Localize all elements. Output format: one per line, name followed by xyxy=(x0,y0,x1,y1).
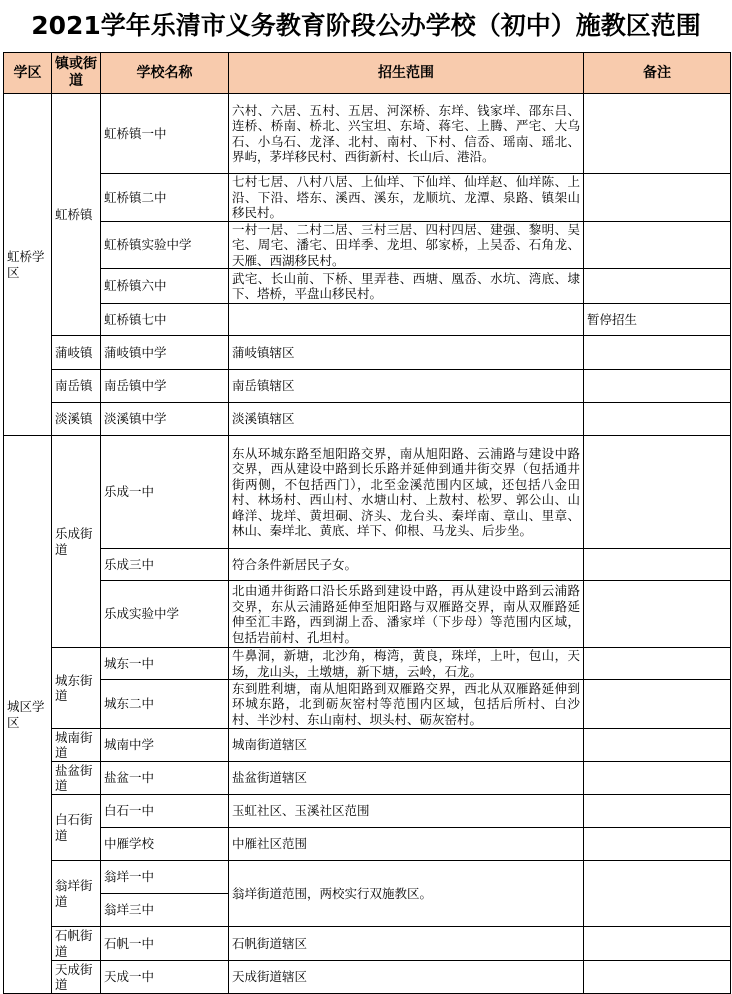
table-row xyxy=(4,304,731,336)
header-zone: 学区 xyxy=(4,53,52,94)
town-cell: 天成街道 xyxy=(52,961,101,994)
scope-cell: 淡溪镇辖区 xyxy=(229,403,584,436)
school-cell: 城东二中 xyxy=(101,680,229,729)
note-cell xyxy=(584,680,731,729)
town-cell: 蒲岐镇 xyxy=(52,336,101,370)
table-row xyxy=(4,549,731,581)
scope-cell: 盐盆街道辖区 xyxy=(229,762,584,795)
school-cell: 城南中学 xyxy=(101,729,229,762)
town-cell: 南岳镇 xyxy=(52,370,101,403)
note-cell: 暂停招生 xyxy=(584,304,731,336)
table-row xyxy=(4,403,731,436)
scope-cell: 符合条件新居民子女。 xyxy=(229,549,584,581)
note-cell xyxy=(584,174,731,222)
school-cell: 城东一中 xyxy=(101,648,229,680)
note-cell xyxy=(584,581,731,648)
note-cell xyxy=(584,861,731,927)
scope-cell: 东到胜利塘，南从旭阳路到双雁路交界，西北从双雁路延伸到环城东路，北到砺灰窑村等范围内区域，包括后所村、白沙村、半沙村、东山南村、坝头村、砺灰窑村。 xyxy=(229,680,584,729)
note-cell xyxy=(584,94,731,174)
school-cell: 白石一中 xyxy=(101,795,229,828)
scope-cell: 六村、六居、五村、五居、河深桥、东垟、钱家垟、邵东吕、连桥、桥南、桥北、兴宝坦、东埼、蒋宅、上腾、严宅、大乌石、小乌石、龙泽、北村、南村、下村、信岙、瑶南、瑶北、界屿，茅垟移民村、西街新村、长山后、港沿。 xyxy=(229,94,584,174)
table-row xyxy=(4,174,731,222)
note-cell xyxy=(584,436,731,549)
table-row xyxy=(4,370,731,403)
header-row xyxy=(4,53,731,94)
note-cell xyxy=(584,403,731,436)
note-cell xyxy=(584,221,731,269)
scope-cell: 翁垟街道范围，两校实行双施教区。 xyxy=(229,861,584,927)
scope-cell: 一村一居、二村二居、三村三居、四村四居、建强、黎明、吴宅、周宅、潘宅、田垟季、龙坦、邬家桥，上吴岙、石角龙、天雁、西湖移民村。 xyxy=(229,221,584,269)
scope-cell xyxy=(229,304,584,336)
table-row xyxy=(4,729,731,762)
town-cell: 盐盆街道 xyxy=(52,762,101,795)
school-cell: 虹桥镇六中 xyxy=(101,269,229,304)
school-cell: 蒲岐镇中学 xyxy=(101,336,229,370)
school-cell: 虹桥镇一中 xyxy=(101,94,229,174)
note-cell xyxy=(584,648,731,680)
school-cell: 中雁学校 xyxy=(101,828,229,861)
table-row xyxy=(4,680,731,729)
school-cell: 淡溪镇中学 xyxy=(101,403,229,436)
table-row xyxy=(4,336,731,370)
scope-cell: 牛鼻洞，新塘，北沙角，梅湾，黄良，珠垟，上叶，包山，天场，龙山头，土墩塘，新下塘，云岭，石龙。 xyxy=(229,648,584,680)
town-cell: 乐成街道 xyxy=(52,436,101,648)
school-cell: 天成一中 xyxy=(101,961,229,994)
town-cell: 淡溪镇 xyxy=(52,403,101,436)
table-row xyxy=(4,762,731,795)
school-cell: 盐盆一中 xyxy=(101,762,229,795)
town-cell: 虹桥镇 xyxy=(52,94,101,336)
note-cell xyxy=(584,762,731,795)
header-note: 备注 xyxy=(584,53,731,94)
note-cell xyxy=(584,370,731,403)
table-row xyxy=(4,269,731,304)
town-cell: 翁垟街道 xyxy=(52,861,101,927)
school-cell: 乐成一中 xyxy=(101,436,229,549)
note-cell xyxy=(584,549,731,581)
table-row xyxy=(4,221,731,269)
header-school: 学校名称 xyxy=(101,53,229,94)
school-cell: 乐成实验中学 xyxy=(101,581,229,648)
zone-cell: 虹桥学区 xyxy=(4,94,52,436)
catchment-table xyxy=(3,52,731,994)
table-row xyxy=(4,436,731,549)
school-cell: 虹桥镇二中 xyxy=(101,174,229,222)
scope-cell: 玉虹社区、玉溪社区范围 xyxy=(229,795,584,828)
note-cell xyxy=(584,269,731,304)
scope-cell: 蒲岐镇辖区 xyxy=(229,336,584,370)
page-title: 2021学年乐清市义务教育阶段公办学校（初中）施教区范围 xyxy=(31,11,701,40)
table-row xyxy=(4,94,731,174)
school-cell: 石帆一中 xyxy=(101,927,229,961)
table-row xyxy=(4,581,731,648)
school-cell: 南岳镇中学 xyxy=(101,370,229,403)
note-cell xyxy=(584,729,731,762)
school-cell: 虹桥镇实验中学 xyxy=(101,221,229,269)
scope-cell: 七村七居、八村八居、上仙垟、下仙垟、仙垟赵、仙垟陈、上沿、下沿、塔东、溪西、溪东，龙顺坑、龙潭、泉路、镇架山移民村。 xyxy=(229,174,584,222)
town-cell: 城东街道 xyxy=(52,648,101,729)
note-cell xyxy=(584,828,731,861)
scope-cell: 北由通井街路口沿长乐路到建设中路，再从建设中路到云浦路交界，东从云浦路延伸至旭阳路与双雁路交界，南从双雁路延伸至汇丰路，西到湖上岙、潘家垟（下步母）等范围内区域，包括岩前村、孔坦村。 xyxy=(229,581,584,648)
note-cell xyxy=(584,795,731,828)
note-cell xyxy=(584,927,731,961)
school-cell: 翁垟三中 xyxy=(101,894,229,927)
school-cell: 乐成三中 xyxy=(101,549,229,581)
scope-cell: 城南街道辖区 xyxy=(229,729,584,762)
header-scope: 招生范围 xyxy=(229,53,584,94)
town-cell: 白石街道 xyxy=(52,795,101,861)
note-cell xyxy=(584,336,731,370)
scope-cell: 石帆街道辖区 xyxy=(229,927,584,961)
scope-cell: 天成街道辖区 xyxy=(229,961,584,994)
zone-cell: 城区学区 xyxy=(4,436,52,994)
school-cell: 虹桥镇七中 xyxy=(101,304,229,336)
town-cell: 石帆街道 xyxy=(52,927,101,961)
header-town: 镇或街道 xyxy=(52,53,101,94)
table-row xyxy=(4,828,731,861)
table-row xyxy=(4,927,731,961)
scope-cell: 中雁社区范围 xyxy=(229,828,584,861)
scope-cell: 东从环城东路至旭阳路交界，南从旭阳路、云浦路与建设中路交界，西从建设中路到长乐路并延伸到通井街交界（包括通井街两侧，不包括西门），北至金溪范围内区域，还包括八金田村、林场村、西山村、水塘山村、上敖村、松罗、郭公山、山峰洋、垅垟、黄坦硐、济头、龙台头、秦垟南、章山、里章、林山、秦垟北、黄底、垟下、仰根、马龙头、后步坐。 xyxy=(229,436,584,549)
table-row xyxy=(4,795,731,828)
table-row xyxy=(4,861,731,894)
table-row xyxy=(4,648,731,680)
school-cell: 翁垟一中 xyxy=(101,861,229,894)
scope-cell: 南岳镇辖区 xyxy=(229,370,584,403)
scope-cell: 武宅、长山前、下桥、里弄巷、西塘、凰岙、水坑、湾底、埭下、塔桥，平盘山移民村。 xyxy=(229,269,584,304)
town-cell: 城南街道 xyxy=(52,729,101,762)
